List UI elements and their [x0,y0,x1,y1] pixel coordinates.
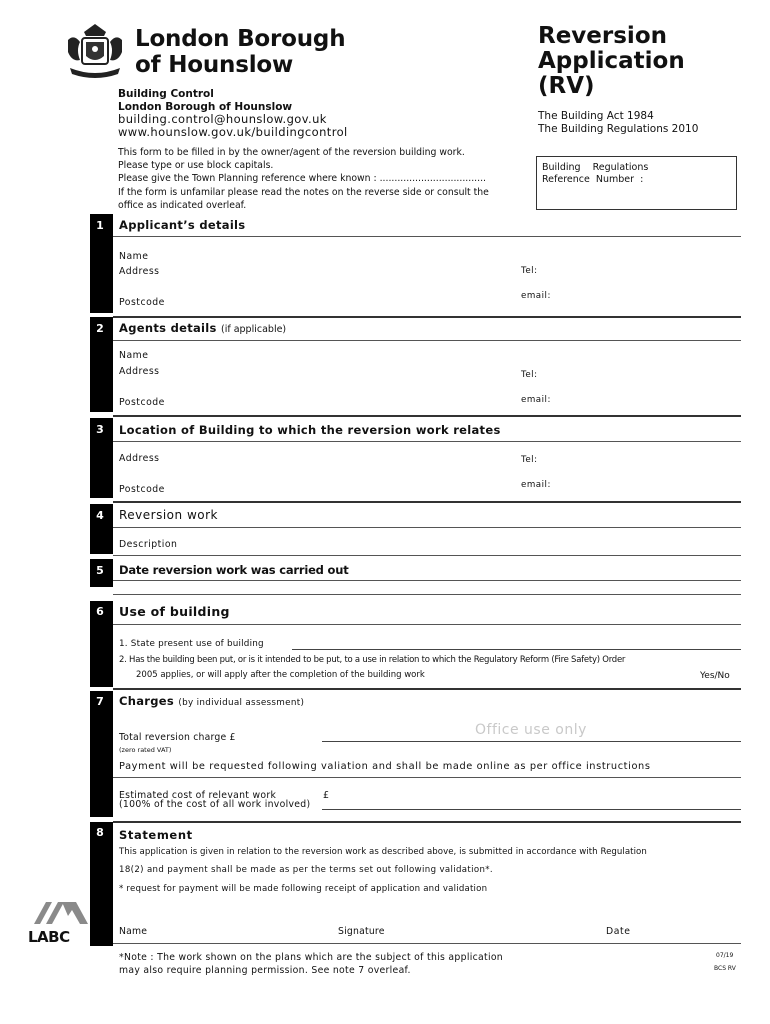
section-title-note: (if applicable) [221,324,287,335]
statement-text: 18(2) and payment shall be made as per the terms set out following validation*. [119,865,493,875]
footer-note [119,951,503,977]
tel-label: Tel: [521,455,538,465]
section-title [119,694,304,708]
tel-label: Tel: [521,370,538,380]
divider [113,236,741,237]
council-name [135,26,345,78]
section-number: 1 [96,219,104,232]
statement-footnote: * request for payment will be made following receipt of application and validation [119,884,488,894]
form-title-line1: Reversion [538,23,667,49]
address-label: Address [119,366,160,377]
department-borough: London Borough of Hounslow [118,100,293,113]
description-label: Description [119,539,178,550]
labc-logo-text: LABC [28,928,70,946]
email-label: email: [521,291,551,301]
vat-note: (zero rated VAT) [119,746,172,754]
section-title: Statement [119,828,193,842]
fire-safety-question: 2. Has the building been put, or is it intended to be put, to a use in relation to which the Regulatory Reform (Fire Safety) Order [119,655,626,665]
instruction-line: office as indicated overleaf. [118,199,247,211]
building-act: The Building Act 1984 [538,110,654,122]
section-divider [113,821,741,823]
section-number: 6 [96,605,104,618]
building-regulations: The Building Regulations 2010 [538,123,699,135]
yes-no-option[interactable]: Yes/No [700,671,730,681]
section-title: Date reversion work was carried out [119,563,349,577]
email-label: email: [521,395,551,405]
name-label: Name [119,251,149,262]
postcode-label: Postcode [119,484,165,495]
estimated-cost-label [119,791,310,809]
reference-number-box[interactable] [536,156,737,210]
postcode-label: Postcode [119,397,165,408]
section-number: 8 [96,826,104,839]
present-use-label: 1. State present use of building [119,639,264,649]
section-number: 7 [96,695,104,708]
divider [113,624,741,625]
section-title: Location of Building to which the reversion work relates [119,423,501,437]
currency-symbol: £ [323,790,330,801]
divider [113,580,741,581]
instruction-line: Please type or use block capitals. [118,160,274,172]
section-number: 2 [96,322,104,335]
office-use-only-watermark: Office use only [475,722,587,738]
date-label: Date [606,926,631,937]
section-divider [113,501,741,503]
divider [113,527,741,528]
form-title-line2: Application [538,48,685,74]
contact-email: building.control@hounslow.gov.uk [118,112,327,126]
instruction-line: Please give the Town Planning reference where known : .................................... [118,173,486,185]
tel-label: Tel: [521,266,538,276]
section-title-note: (by individual assessment) [178,698,305,708]
section-title [119,321,286,335]
fire-safety-question-cont: 2005 applies, or will apply after the completion of the building work [136,670,425,680]
section-divider [113,415,741,417]
council-crest-logo [64,22,126,80]
form-title [538,24,685,99]
labc-logo [28,900,88,926]
estimated-cost-note: (100% of the cost of all work involved) [119,799,311,810]
section-bar [90,691,113,817]
total-charge-label: Total reversion charge £ [119,732,236,743]
section-divider [113,688,741,690]
section-number: 5 [96,564,104,577]
instruction-line: This form to be filled in by the owner/agent of the reversion building work. [118,147,465,158]
divider [113,441,741,442]
postcode-label: Postcode [119,297,165,308]
legislation [538,110,698,136]
instruction-line: If the form is unfamilar please read the notes on the reverse side or consult the [118,186,489,198]
payment-note: Payment will be requested following valiation and shall be made online as per office instructions [119,761,651,772]
total-charge-line[interactable] [322,741,741,742]
name-label: Name [119,350,149,361]
reference-label: Building Regulations [542,162,649,173]
section-title-text: Agents details [119,321,217,335]
section-divider [113,316,741,318]
section-bar [90,822,113,946]
signature-label: Signature [338,926,385,937]
form-code: BCS RV [714,965,736,972]
section-title: Use of building [119,604,230,619]
divider [113,340,741,341]
name-label: Name [119,926,148,937]
footer-note-line: *Note : The work shown on the plans which are the subject of this application [119,952,504,963]
reference-label: Reference Number : [542,173,644,185]
address-label: Address [119,266,160,277]
section-number: 4 [96,509,104,522]
estimated-cost-title: Estimated cost of relevant work [119,790,277,801]
form-date-code: 07/19 [716,952,734,959]
date-line[interactable] [113,594,741,595]
council-name-line2: of Hounslow [135,52,294,78]
department-name: Building Control [118,88,214,100]
form-title-line3: (RV) [538,73,595,99]
email-label: email: [521,480,551,490]
section-title-text: Charges [119,694,175,708]
contact-block [118,88,348,139]
estimated-cost-line[interactable] [322,809,741,810]
section-title: Applicant’s details [119,218,246,232]
present-use-line[interactable] [292,649,741,650]
signature-line[interactable] [113,943,741,944]
statement-text: This application is given in relation to the reversion work as described above, is submitted in accordance with Regulation [119,847,647,857]
form-instructions [118,146,489,212]
section-divider [113,555,741,556]
council-name-line1: London Borough [135,26,346,52]
section-title: Reversion work [119,508,218,522]
divider [113,777,741,778]
address-label: Address [119,453,160,464]
footer-note-line: may also require planning permission. See note 7 overleaf. [119,965,411,976]
contact-website: www.hounslow.gov.uk/buildingcontrol [118,125,348,139]
section-number: 3 [96,423,104,436]
